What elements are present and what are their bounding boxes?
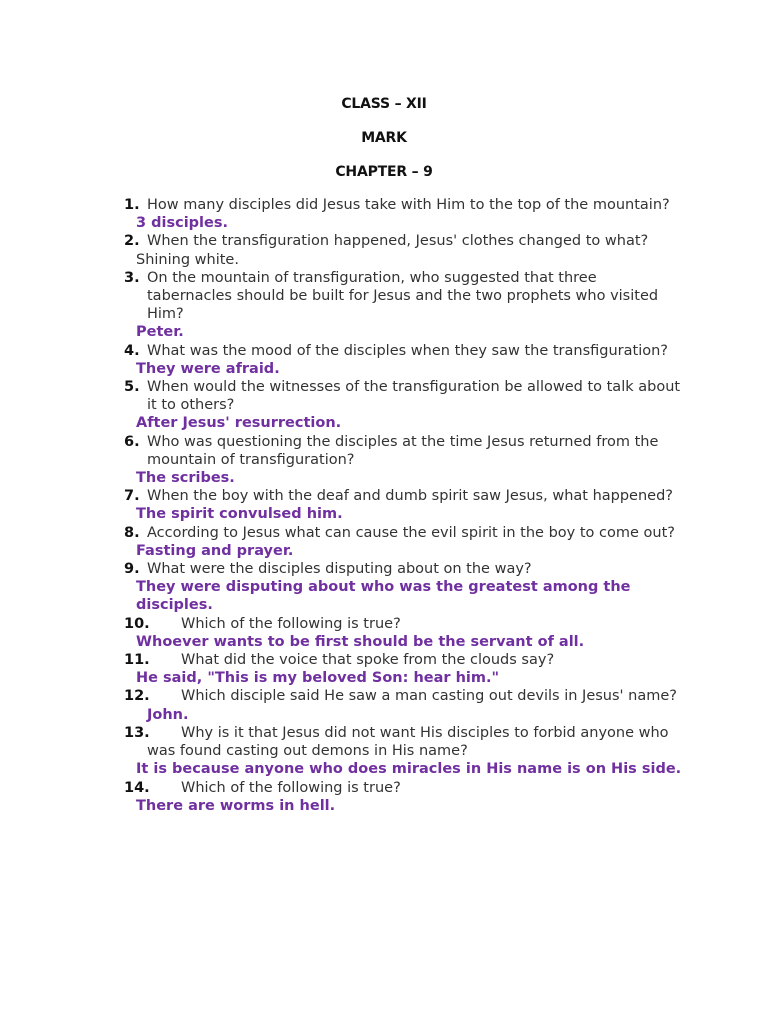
chapter-heading: CHAPTER – 9 <box>335 164 433 180</box>
answer-13: It is because anyone who does miracles in His name is on His side. <box>136 761 682 778</box>
question-number: 5. <box>124 379 140 396</box>
question-3 <box>124 269 684 324</box>
answer-4: They were afraid. <box>136 360 280 377</box>
question-text: When the transfiguration happened, Jesus' clothes changed to what? <box>147 233 649 250</box>
question-1 <box>124 196 684 214</box>
question-text: What was the mood of the disciples when they saw the transfiguration? <box>147 342 668 359</box>
question-14 <box>124 779 684 797</box>
answer-12: John. <box>147 706 189 723</box>
question-2 <box>124 232 684 250</box>
question-number: 12. <box>124 688 150 705</box>
question-9 <box>124 560 684 578</box>
question-4 <box>124 342 684 360</box>
question-number: 4. <box>124 342 140 359</box>
question-number: 11. <box>124 652 150 669</box>
question-5 <box>124 378 684 414</box>
question-number: 10. <box>124 615 150 632</box>
answer-14: There are worms in hell. <box>136 797 336 814</box>
class-heading: CLASS – XII <box>341 96 427 112</box>
question-text: Who was questioning the disciples at the time Jesus returned from the mountain of transfiguration? <box>147 433 659 468</box>
question-8 <box>124 524 684 542</box>
question-text: On the mountain of transfiguration, who suggested that three tabernacles should be built for Jesus and the two prophets who visited Him? <box>147 269 659 323</box>
question-number: 8. <box>124 524 140 541</box>
question-text: What were the disciples disputing about on the way? <box>147 561 532 578</box>
subject-heading: MARK <box>361 130 407 146</box>
question-text <box>147 688 677 704</box>
answer-1: 3 disciples. <box>136 215 229 232</box>
question-number: 6. <box>124 433 140 450</box>
answer-3: Peter. <box>136 324 184 341</box>
question-text: According to Jesus what can cause the evil spirit in the boy to come out? <box>147 524 675 541</box>
question-text: When would the witnesses of the transfiguration be allowed to talk about it to others? <box>147 379 681 414</box>
question-7 <box>124 487 684 505</box>
question-number: 13. <box>124 724 150 741</box>
question-answer-list <box>124 196 684 815</box>
question-text: Which of the following is true? <box>181 779 401 796</box>
question-text <box>147 725 669 759</box>
answer-6: The scribes. <box>136 470 235 487</box>
question-number: 7. <box>124 488 140 505</box>
question-number: 3. <box>124 269 140 286</box>
answer-8: Fasting and prayer. <box>136 542 294 559</box>
question-number: 2. <box>124 233 140 250</box>
question-10 <box>124 615 684 633</box>
question-6 <box>124 433 684 469</box>
answer-2: Shining white. <box>136 251 239 268</box>
question-text: How many disciples did Jesus take with Him to the top of the mountain? <box>147 197 670 213</box>
answer-11: He said, "This is my beloved Son: hear him." <box>136 670 500 687</box>
answer-7: The spirit convulsed him. <box>136 506 343 523</box>
question-number: 1. <box>124 197 140 213</box>
question-text: What did the voice that spoke from the clouds say? <box>181 652 555 669</box>
question-text: Which of the following is true? <box>181 615 401 632</box>
question-number: 9. <box>124 561 140 578</box>
question-12 <box>124 687 684 705</box>
question-11 <box>124 651 684 669</box>
question-text-content: Why is it that Jesus did not want His disciples to forbid anyone who was found casting out demons in His name? <box>147 724 669 760</box>
answer-10: Whoever wants to be first should be the servant of all. <box>136 633 585 650</box>
question-text-content: Which disciple said He saw a man casting out devils in Jesus' name? <box>181 688 677 705</box>
question-number: 14. <box>124 779 150 796</box>
answer-9: They were disputing about who was the greatest among the disciples. <box>136 579 631 614</box>
answer-5: After Jesus' resurrection. <box>136 415 342 432</box>
question-13 <box>124 724 684 760</box>
question-text: When the boy with the deaf and dumb spirit saw Jesus, what happened? <box>147 488 673 505</box>
